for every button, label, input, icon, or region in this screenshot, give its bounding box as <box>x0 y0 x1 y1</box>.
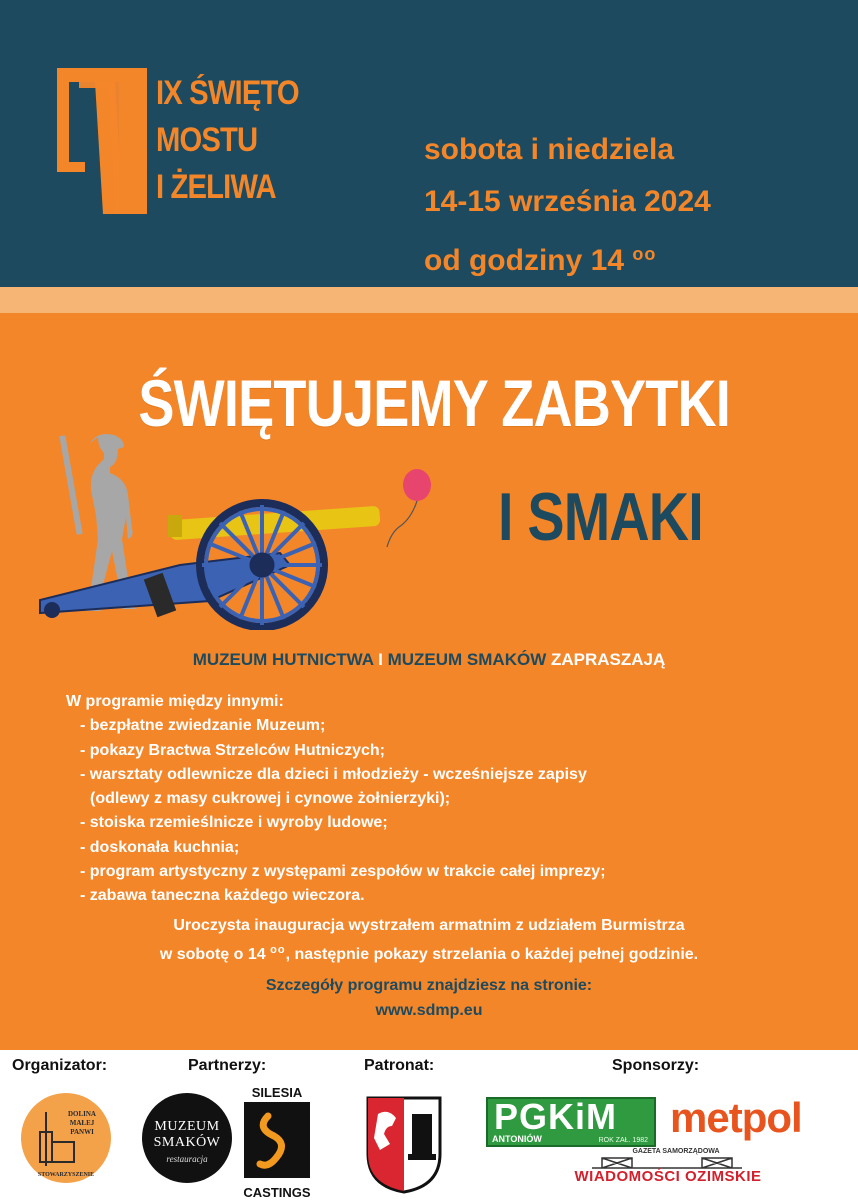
organizer-bottom: STOWARZYSZENIE <box>37 1172 95 1178</box>
label-partners: Partnerzy: <box>188 1057 267 1074</box>
program-item: - program artystyczny z występami zespołów w trakcie całej imprezy; <box>80 863 606 881</box>
invite-museum-2: MUZEUM SMAKÓW <box>387 650 547 669</box>
wiadomosci-ozimskie-logo <box>552 1148 784 1192</box>
metpol-logo: metpol <box>670 1094 802 1141</box>
pgkim-logo <box>486 1097 656 1147</box>
event-title-line: I ŻELIWA <box>156 168 276 206</box>
date-line-time <box>424 228 711 287</box>
organizer-logo <box>20 1092 112 1184</box>
invite-museum-1: MUZEUM HUTNICTWA <box>192 650 374 669</box>
pgkim-sub: ANTONIÓW <box>492 1134 542 1144</box>
program-item: - doskonała kuchnia; <box>80 838 240 856</box>
muzeum-smakow-logo <box>142 1093 232 1183</box>
organizer-text: DOLINA <box>67 1110 97 1118</box>
pgkim-year: ROK ZAŁ. 1982 <box>598 1137 648 1144</box>
invite-separator: I <box>378 650 383 669</box>
subheadline: I SMAKI <box>498 479 703 555</box>
program-item: - bezpłatne zwiedzanie Muzeum; <box>80 717 326 735</box>
date-line-days: sobota i niedziela <box>424 133 675 166</box>
muzeum-smakow-line: MUZEUM <box>154 1119 220 1134</box>
cannon-illustration <box>30 415 450 630</box>
pgkim-name: PGKiM <box>494 1096 618 1137</box>
event-dates <box>424 124 711 287</box>
event-title-line: IX ŚWIĘTO <box>156 74 299 112</box>
divider-stripe <box>0 287 858 313</box>
inauguration-line-2 <box>0 938 858 967</box>
headline: ŚWIĘTUJEMY ZABYTKI <box>138 366 731 440</box>
gazeta-caption: GAZETA SAMORZĄDOWA <box>632 1148 720 1155</box>
wheel-icon <box>200 503 324 627</box>
inauguration-rest: , następnie pokazy strzelania o każdej pełnej godzinie. <box>285 946 699 963</box>
invite-verb: ZAPRASZAJĄ <box>550 650 666 669</box>
silesia-bottom: CASTINGS <box>243 1185 311 1200</box>
inauguration-superscript: oo <box>270 944 286 956</box>
label-patronage: Patronat: <box>364 1057 435 1074</box>
coat-of-arms-icon <box>364 1094 444 1194</box>
details-text: Szczegóły programu znajdziesz na stronie: <box>265 977 593 994</box>
silesia-symbol-icon <box>244 1102 310 1178</box>
balloon-icon <box>387 469 431 547</box>
program-item: - warsztaty odlewnicze dla dzieci i młodzieży - wcześniejsze zapisy <box>80 765 587 783</box>
website-link[interactable]: www.sdmp.eu <box>375 1002 483 1019</box>
program-item: (odlewy z masy cukrowej i cynowe żołnierzyki); <box>90 790 451 808</box>
date-line-dates: 14-15 września 2024 <box>424 185 711 218</box>
muzeum-smakow-sub: restauracja <box>166 1154 208 1164</box>
invite-line <box>0 650 858 670</box>
festival-logo-icon <box>57 68 147 214</box>
muzeum-smakow-line: SMAKÓW <box>153 1135 221 1150</box>
event-title-line: MOSTU <box>156 121 258 159</box>
wiadomosci-name: WIADOMOŚCI OZIMSKIE <box>574 1168 762 1185</box>
program-item: - pokazy Bractwa Strzelców Hutniczych; <box>80 741 385 759</box>
time-text: od godziny 14 <box>424 244 625 277</box>
details-note <box>0 973 858 1023</box>
program-list <box>66 690 606 909</box>
inauguration-note <box>0 914 858 967</box>
silesia-castings-logo <box>242 1085 312 1200</box>
program-item: - stoiska rzemieślnicze i wyroby ludowe; <box>80 814 388 832</box>
muzeum-smakow-name <box>142 1093 232 1151</box>
label-sponsors: Sponsorzy: <box>612 1057 700 1074</box>
event-title <box>156 70 299 211</box>
inauguration-line-1: Uroczysta inauguracja wystrzałem armatnim z udziałem Burmistrza <box>173 917 685 934</box>
program-item: - zabawa taneczna każdego wieczora. <box>80 887 365 905</box>
program-intro: W programie między innymi: <box>66 693 284 710</box>
organizer-text: MAŁEJ <box>69 1119 95 1127</box>
label-organizer: Organizator: <box>12 1057 108 1074</box>
time-superscript: oo <box>632 244 657 264</box>
inauguration-time: w sobotę o 14 <box>159 946 266 963</box>
organizer-text: PANWI <box>70 1128 94 1136</box>
silesia-top: SILESIA <box>251 1085 303 1100</box>
